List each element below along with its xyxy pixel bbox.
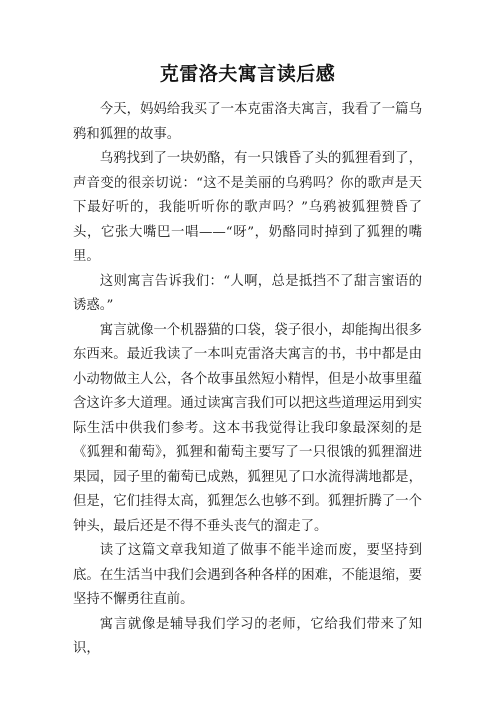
document-body [73, 98, 422, 662]
paragraph-4: 寓言就像一个机器猫的口袋，袋子很小，却能掏出很多东西来。最近我读了一本叫克雷洛夫寓言的书，书中都是由小动物做主人公，各个故事虽然短小精悍，但是小故事里蕴含这许多大道理。通过读寓言我们可以把这些道理运用到实际生活中供我们参考。这本书我觉得让我印象最深刻的是《狐狸和葡萄》，狐狸和葡萄主要写了一只很饿的狐狸溜进果园，园子里的葡萄已成熟，狐狸见了口水流得满地都是，但是，它们挂得太高，狐狸怎么也够不到。狐狸折腾了一个钟头，最后还是不得不垂头丧气的溜走了。 [73, 322, 422, 534]
paragraph-5: 读了这篇文章我知道了做事不能半途而废，要坚持到底。在生活当中我们会遇到各种各样的困难，不能退缩，要坚持不懈勇往直前。 [73, 543, 422, 607]
paragraph-3: 这则寓言告诉我们：“人啊，总是抵挡不了甜言蜜语的诱惑。” [73, 273, 422, 313]
paragraph-6: 寓言就像是辅导我们学习的老师，它给我们带来了知识， [73, 616, 422, 656]
document-title: 克雷洛夫寓言读后感 [159, 63, 336, 85]
paragraph-2: 乌鸦找到了一块奶酪，有一只饿昏了头的狐狸看到了，声音变的很亲切说：“这不是美丽的乌鸦吗？你的歌声是天下最好听的，我能听听你的歌声吗？”乌鸦被狐狸赞昏了头，它张大嘴巴一唱——“呀”，奶酪同时掉到了狐狸的嘴里。 [73, 151, 422, 264]
paragraph-1: 今天，妈妈给我买了一本克雷洛夫寓言，我看了一篇乌鸦和狐狸的故事。 [73, 102, 422, 142]
